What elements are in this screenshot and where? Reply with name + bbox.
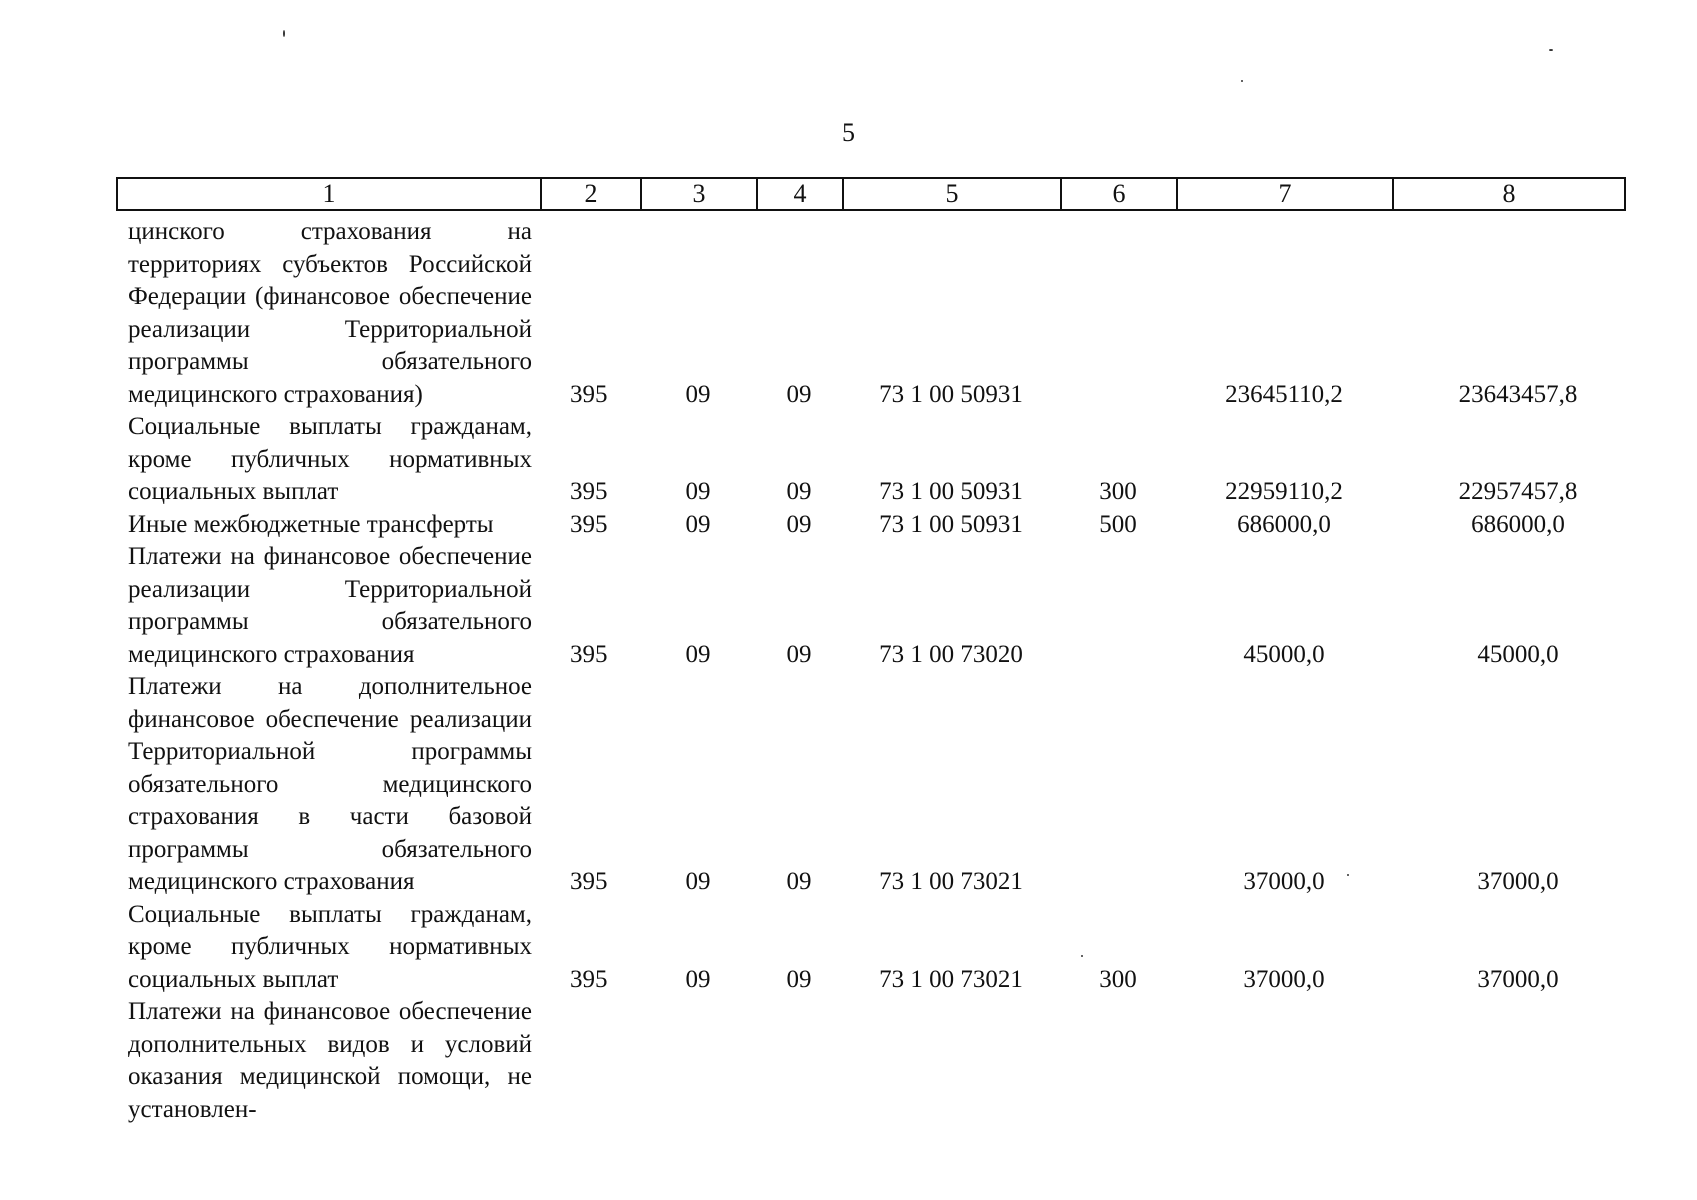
budget-table-body: [116, 216, 1624, 1126]
header-col-6: 6: [1061, 178, 1177, 210]
row-description: Платежи на дополнительное финансовое обеспечение реализации Территориальной программы обязательного медицинского страхования в части базовой программы обязательного медицинского страхования: [128, 673, 532, 895]
header-row: [117, 178, 1625, 210]
table-row: [116, 996, 1624, 1126]
cell-expense-type: 300: [1099, 478, 1137, 505]
table-row: [116, 216, 1624, 411]
cell-subsection: 09: [786, 868, 812, 895]
cell-target-article: 73 1 00 73020: [879, 640, 1023, 668]
cell-target-article: 73 1 00 50931: [879, 380, 1023, 408]
cell-subsection: [756, 996, 842, 1126]
table-row: [116, 509, 1624, 542]
scan-speck: [1081, 955, 1083, 957]
cell-expense-type: [1060, 216, 1176, 411]
cell-target-article: 73 1 00 50931: [879, 510, 1023, 538]
header-col-3: 3: [641, 178, 757, 210]
cell-target-article: 73 1 00 73021: [879, 965, 1023, 993]
cell-amount-year-2: [1392, 996, 1624, 1126]
cell-amount-year-1: [1176, 996, 1392, 1126]
cell-amount-year-2: 22957457,8: [1458, 478, 1578, 505]
column-number-header: [116, 177, 1626, 211]
row-description: Платежи на финансовое обеспечение дополнительных видов и условий оказания медицинской помощи, не установлен-: [128, 998, 532, 1123]
cell-section: 09: [685, 868, 711, 895]
row-description: Социальные выплаты гражданам, кроме публичных нормативных социальных выплат: [128, 413, 532, 505]
table-row: [116, 899, 1624, 997]
table-row: [116, 541, 1624, 671]
cell-amount-year-2: 37000,0: [1477, 965, 1559, 993]
cell-admin-code: 395: [570, 868, 608, 895]
scan-speck: [1549, 49, 1553, 51]
cell-section: [640, 996, 756, 1126]
header-col-4: 4: [757, 178, 843, 210]
cell-section: 09: [685, 478, 711, 505]
cell-subsection: 09: [786, 380, 812, 408]
row-description: цинского страхования на территориях субъектов Российской Федерации (финансовое обеспечение реализации Территориальной программы обязательного медицинского страхования): [128, 218, 532, 408]
cell-expense-type: [1060, 541, 1176, 671]
cell-amount-year-1: 37000,0: [1243, 868, 1325, 895]
cell-amount-year-2: 686000,0: [1471, 510, 1565, 538]
header-col-2: 2: [541, 178, 641, 210]
row-description: Социальные выплаты гражданам, кроме публичных нормативных социальных выплат: [128, 900, 532, 993]
table-row: [116, 671, 1624, 899]
cell-subsection: 09: [786, 640, 812, 668]
header-col-7: 7: [1177, 178, 1393, 210]
page-number: 5: [842, 118, 855, 147]
row-description: Иные межбюджетные трансферты: [128, 510, 494, 538]
cell-expense-type: [1060, 996, 1176, 1126]
cell-target-article: 73 1 00 50931: [879, 478, 1023, 505]
cell-admin-code: 395: [570, 380, 608, 408]
cell-target-article: 73 1 00 73021: [879, 868, 1023, 895]
cell-expense-type: [1060, 671, 1176, 899]
scan-speck: [283, 30, 285, 37]
cell-section: 09: [685, 640, 711, 668]
cell-target-article: [842, 996, 1060, 1126]
cell-section: 09: [685, 510, 711, 538]
cell-amount-year-1: 37000,0: [1243, 965, 1325, 993]
scan-speck: [1241, 80, 1243, 82]
cell-amount-year-2: 45000,0: [1477, 640, 1559, 668]
cell-amount-year-1: 22959110,2: [1225, 478, 1343, 505]
header-col-8: 8: [1393, 178, 1625, 210]
cell-subsection: 09: [786, 965, 812, 993]
scan-speck: [1347, 874, 1349, 876]
cell-section: 09: [685, 380, 711, 408]
cell-amount-year-1: 23645110,2: [1225, 380, 1343, 408]
cell-amount-year-2: 23643457,8: [1458, 380, 1578, 408]
cell-admin-code: 395: [570, 640, 608, 668]
cell-subsection: 09: [786, 510, 812, 538]
cell-admin-code: 395: [570, 965, 608, 993]
header-col-1: 1: [117, 178, 541, 210]
cell-amount-year-2: 37000,0: [1477, 868, 1559, 895]
header-col-5: 5: [843, 178, 1061, 210]
row-description: Платежи на финансовое обеспечение реализации Территориальной программы обязательного медицинского страхования: [128, 543, 532, 668]
cell-admin-code: 395: [570, 510, 608, 538]
cell-admin-code: 395: [570, 478, 608, 505]
cell-section: 09: [685, 965, 711, 993]
cell-subsection: 09: [786, 478, 812, 505]
cell-admin-code: [540, 996, 640, 1126]
cell-expense-type: 300: [1099, 965, 1137, 993]
table-row: [116, 411, 1624, 509]
cell-amount-year-1: 686000,0: [1237, 510, 1331, 538]
cell-expense-type: 500: [1099, 510, 1137, 538]
cell-amount-year-1: 45000,0: [1243, 640, 1325, 668]
